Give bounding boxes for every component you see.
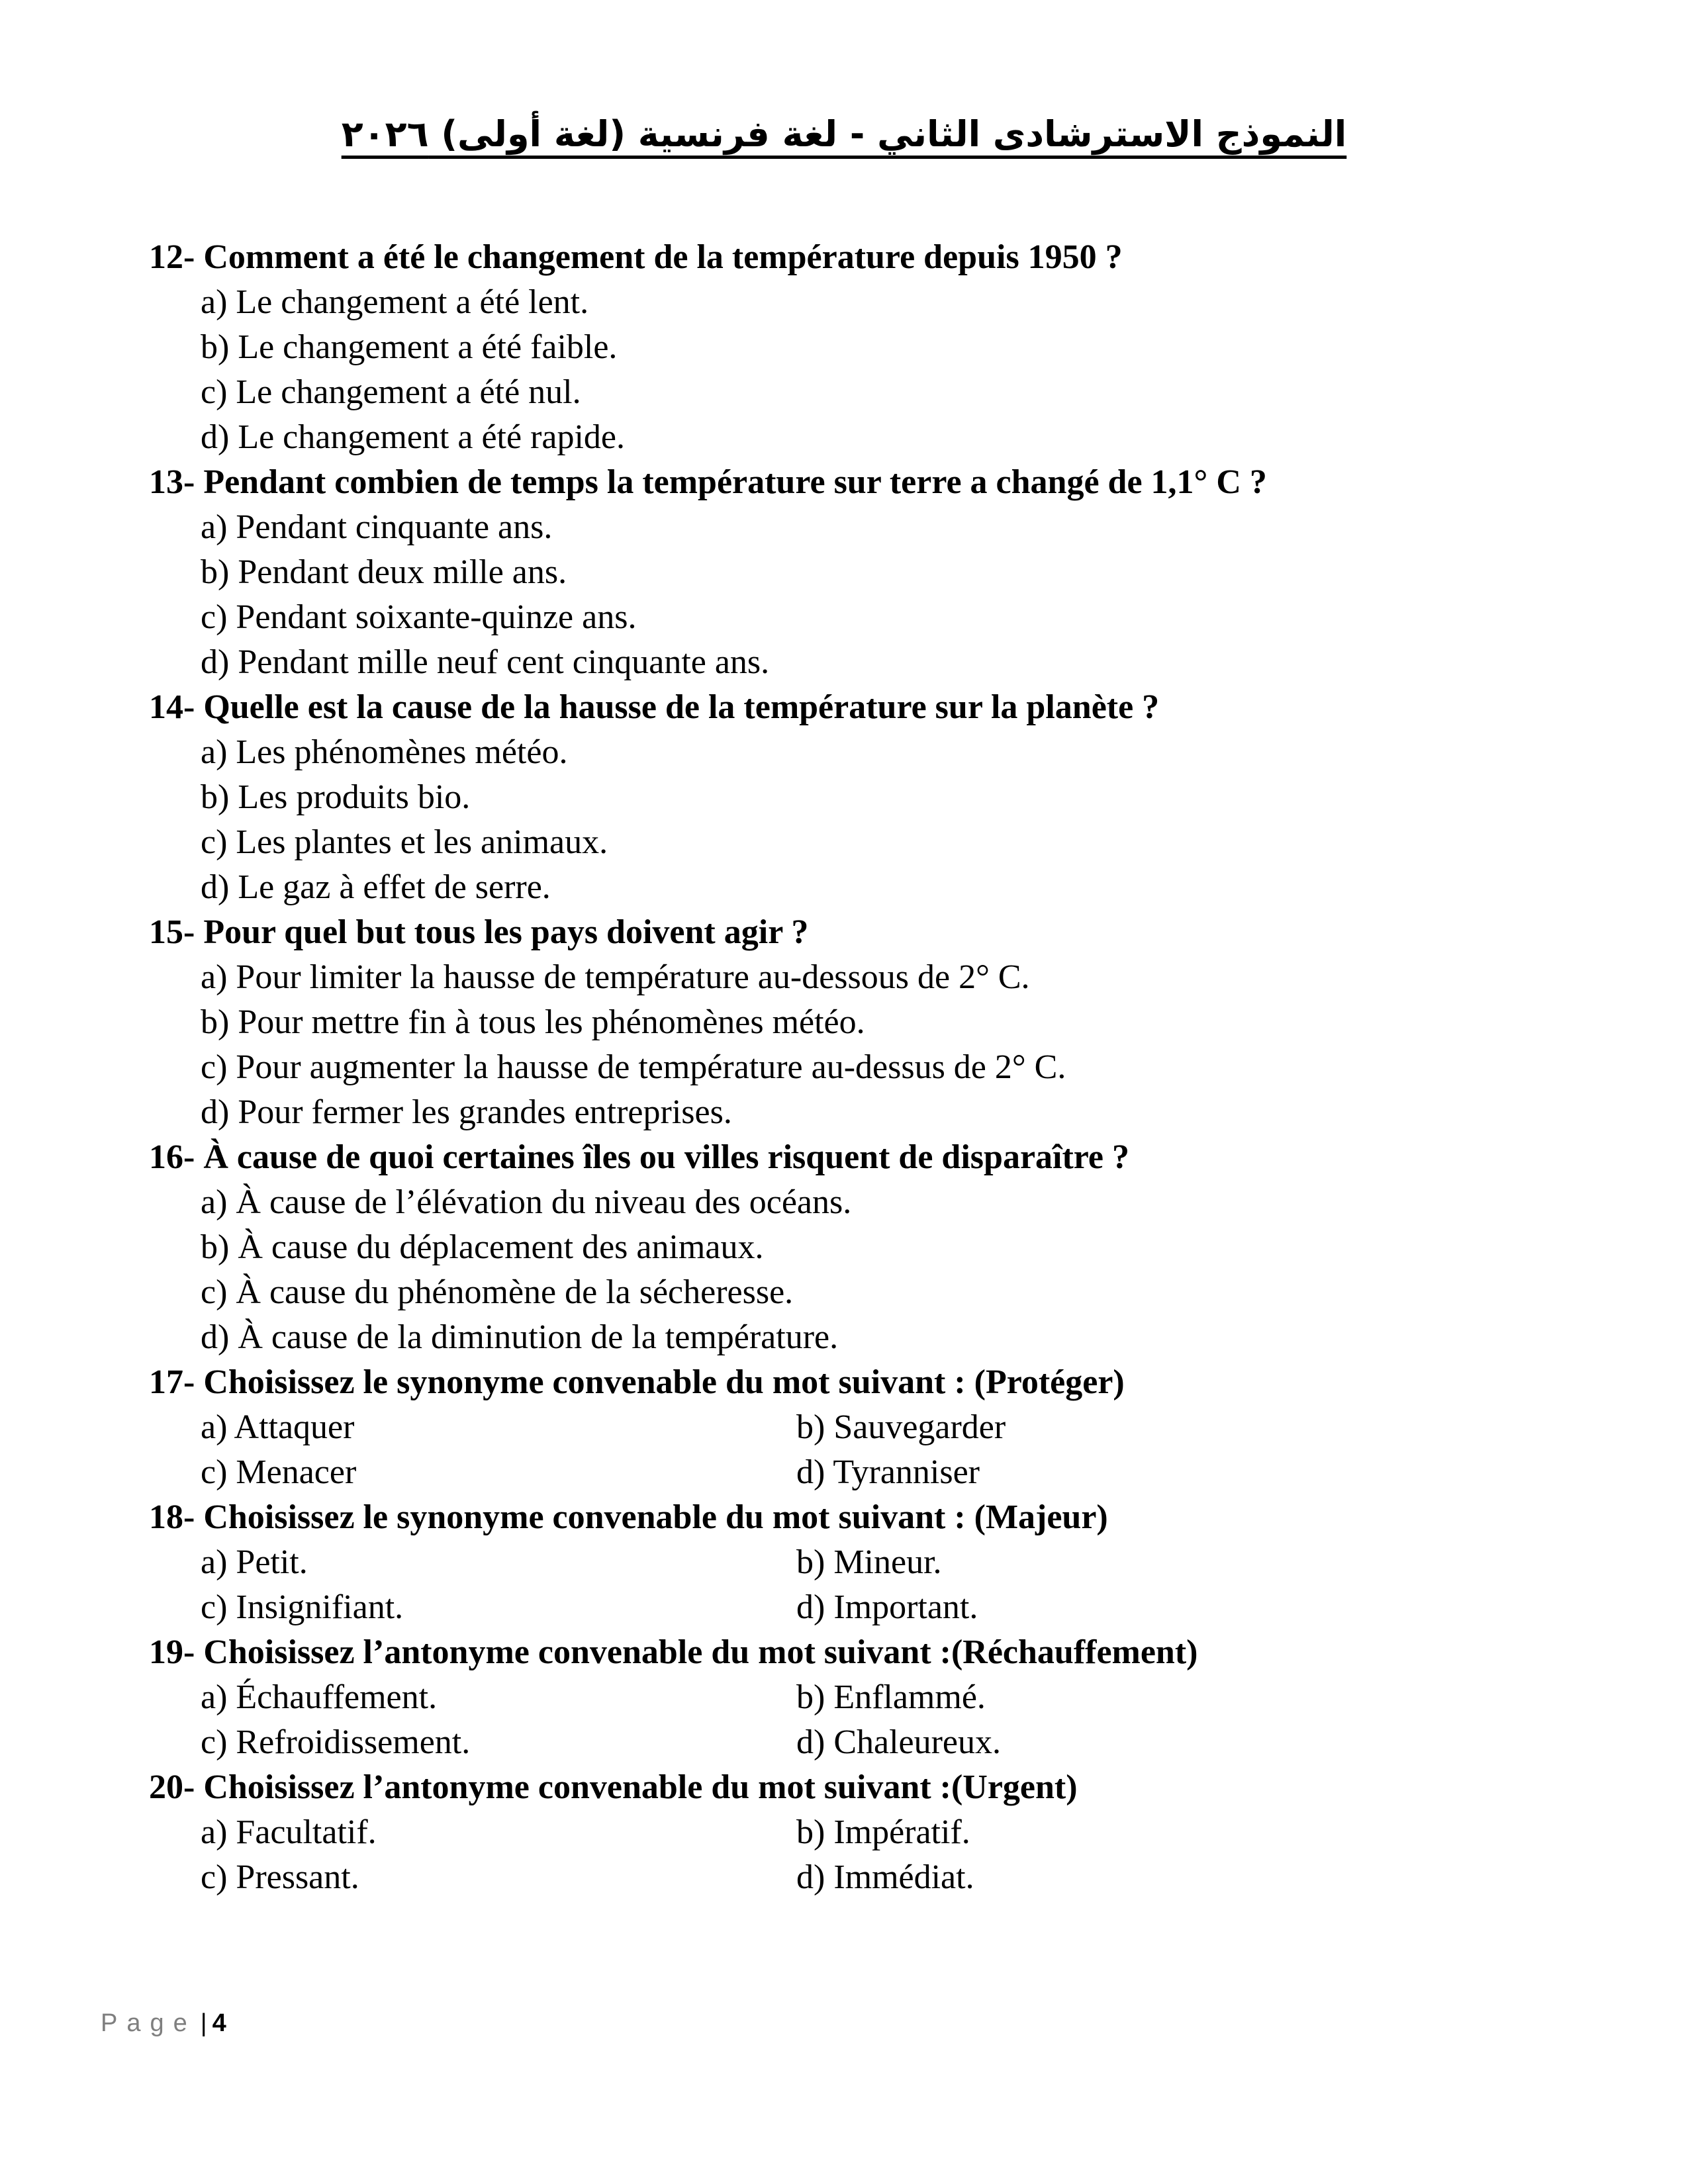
page-separator: | (200, 2009, 207, 2037)
question-12: 12- Comment a été le changement de la température depuis 1950 ? (149, 238, 1123, 276)
option-15c: c) Pour augmenter la hausse de température au-dessus de 2° C. (201, 1048, 1066, 1086)
question-13: 13- Pendant combien de temps la température sur terre a changé de 1,1° C ? (149, 463, 1267, 501)
question-15: 15- Pour quel but tous les pays doivent agir ? (149, 913, 809, 951)
option-13d: d) Pendant mille neuf cent cinquante ans. (201, 643, 770, 681)
option-16b: b) À cause du déplacement des animaux. (201, 1228, 764, 1266)
options-grid-19 (149, 1675, 1605, 1765)
page-title-text: النموذج الاسترشادى الثاني - لغة فرنسية (لغة أولى) ٢٠٢٦ (341, 113, 1347, 155)
options-grid-20 (149, 1810, 1605, 1900)
options-grid-18 (149, 1540, 1605, 1630)
option-19b: b) Enflammé. (796, 1678, 986, 1716)
option-12d: d) Le changement a été rapide. (201, 418, 625, 456)
option-18c: c) Insignifiant. (201, 1588, 404, 1626)
option-12a: a) Le changement a été lent. (201, 283, 589, 321)
question-20: 20- Choisissez l’antonyme convenable du mot suivant :(Urgent) (149, 1768, 1078, 1806)
option-17a: a) Attaquer (201, 1408, 355, 1446)
option-12b: b) Le changement a été faible. (201, 328, 618, 366)
option-17d: d) Tyranniser (796, 1453, 980, 1491)
option-20c: c) Pressant. (201, 1858, 359, 1896)
option-19a: a) Échauffement. (201, 1678, 438, 1716)
question-17: 17- Choisissez le synonyme convenable du mot suivant : (Protéger) (149, 1363, 1125, 1401)
option-17b: b) Sauvegarder (796, 1408, 1006, 1446)
option-14b: b) Les produits bio. (201, 778, 471, 816)
question-list (149, 235, 1605, 1900)
question-18: 18- Choisissez le synonyme convenable du mot suivant : (Majeur) (149, 1498, 1108, 1536)
question-19: 19- Choisissez l’antonyme convenable du mot suivant :(Réchauffement) (149, 1633, 1198, 1671)
option-15b: b) Pour mettre fin à tous les phénomènes météo. (201, 1003, 865, 1041)
option-20a: a) Facultatif. (201, 1813, 377, 1851)
page-number: 4 (212, 2009, 226, 2037)
options-grid-17 (149, 1405, 1605, 1495)
option-14d: d) Le gaz à effet de serre. (201, 868, 551, 906)
option-15a: a) Pour limiter la hausse de température au-dessous de 2° C. (201, 958, 1030, 996)
option-13b: b) Pendant deux mille ans. (201, 553, 567, 591)
question-16: 16- À cause de quoi certaines îles ou villes risquent de disparaître ? (149, 1138, 1130, 1176)
option-16d: d) À cause de la diminution de la température. (201, 1318, 839, 1356)
page-label: Page (101, 2009, 197, 2037)
option-20b: b) Impératif. (796, 1813, 970, 1851)
option-19d: d) Chaleureux. (796, 1723, 1002, 1761)
option-19c: c) Refroidissement. (201, 1723, 471, 1761)
option-12c: c) Le changement a été nul. (201, 373, 581, 411)
option-16a: a) À cause de l’élévation du niveau des océans. (201, 1183, 852, 1221)
option-13a: a) Pendant cinquante ans. (201, 508, 553, 546)
page-title (0, 105, 1688, 164)
option-18a: a) Petit. (201, 1543, 308, 1581)
page-footer (101, 2007, 226, 2040)
option-17c: c) Menacer (201, 1453, 357, 1491)
option-15d: d) Pour fermer les grandes entreprises. (201, 1093, 732, 1131)
option-16c: c) À cause du phénomène de la sécheresse. (201, 1273, 794, 1311)
question-14: 14- Quelle est la cause de la hausse de la température sur la planète ? (149, 688, 1160, 726)
option-18d: d) Important. (796, 1588, 978, 1626)
option-13c: c) Pendant soixante-quinze ans. (201, 598, 637, 636)
option-18b: b) Mineur. (796, 1543, 942, 1581)
option-14a: a) Les phénomènes météo. (201, 733, 568, 771)
option-14c: c) Les plantes et les animaux. (201, 823, 608, 861)
option-20d: d) Immédiat. (796, 1858, 974, 1896)
